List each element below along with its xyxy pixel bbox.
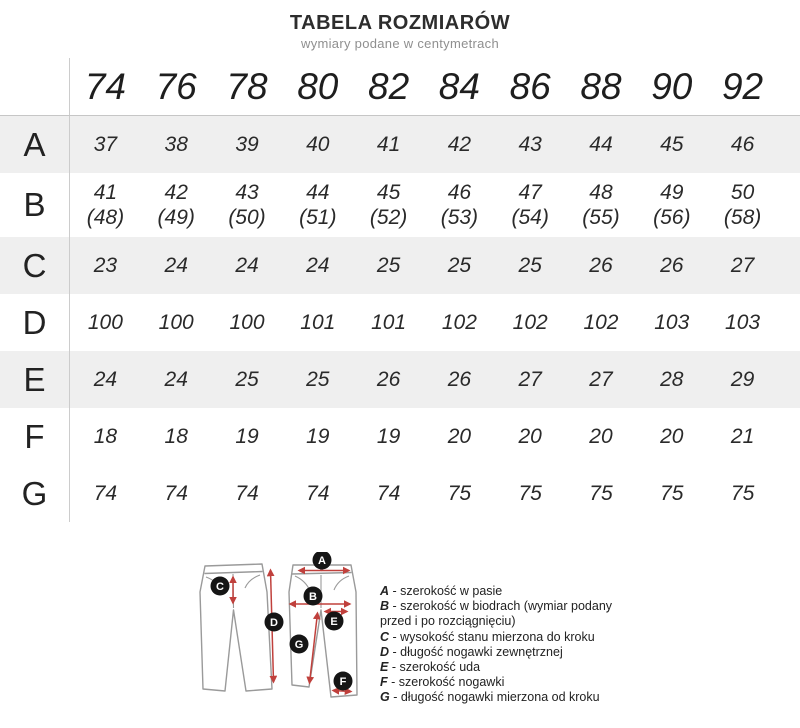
size-value-cell: 25: [518, 253, 542, 277]
size-value-cell: 42: [447, 132, 472, 156]
legend-description: - szerokość uda: [388, 660, 481, 675]
table-row: [0, 116, 800, 173]
size-value-cell: 74: [164, 481, 188, 505]
size-table-body: [0, 116, 800, 522]
marker-b: B: [309, 591, 317, 603]
legend-item: [380, 630, 642, 645]
size-value-cell: 18: [164, 424, 188, 448]
row-label: D: [0, 294, 70, 351]
legend-letter: D: [380, 644, 390, 659]
row-label: F: [0, 408, 70, 465]
size-value-cell: 25: [447, 253, 472, 277]
table-row: [0, 465, 800, 522]
size-value-cell: 25: [235, 367, 259, 391]
size-value-cell: 44: [589, 132, 613, 156]
size-column-header: 88: [580, 65, 622, 107]
size-value-cell: 19: [235, 424, 259, 448]
header: [0, 0, 800, 58]
size-value-cell: 43: [518, 132, 542, 156]
size-value-cell: 19: [306, 424, 330, 448]
size-column-header: 90: [651, 65, 693, 107]
size-value-cell: 100: [87, 310, 123, 334]
size-value-cell: 100: [158, 310, 194, 334]
size-value-cell: 41 (48): [86, 180, 125, 229]
size-value-cell: 26: [660, 253, 684, 277]
row-label: G: [0, 465, 70, 522]
legend-letter: G: [380, 690, 390, 705]
legend-item: [380, 690, 642, 705]
size-value-cell: 24: [235, 253, 259, 277]
legend-description: - wysokość stanu mierzona do kroku: [389, 629, 595, 644]
size-column-header: 76: [155, 65, 197, 107]
size-column-header: 80: [297, 65, 339, 107]
size-value-cell: 20: [589, 424, 613, 448]
size-value-cell: 20: [518, 424, 542, 448]
size-value-cell: 49 (56): [653, 180, 691, 229]
size-value-cell: 29: [730, 367, 755, 391]
size-table: [0, 58, 800, 522]
legend-letter: F: [380, 675, 388, 690]
size-value-cell: 27: [518, 367, 542, 391]
row-label: C: [0, 237, 70, 294]
legend-description: - szerokość w pasie: [389, 584, 503, 598]
size-value-cell: 20: [447, 424, 472, 448]
row-label: B: [0, 173, 70, 237]
size-column-header: 74: [84, 65, 126, 107]
size-value-cell: 24: [164, 253, 188, 277]
legend-description: - szerokość w biodrach (wymiar podany przed i po rozciągnięciu): [380, 599, 613, 629]
marker-c: C: [216, 581, 224, 593]
size-value-cell: 46 (53): [440, 180, 479, 229]
header-corner-cell: [0, 58, 70, 115]
row-label: E: [0, 351, 70, 408]
size-value-cell: 44 (51): [299, 180, 337, 229]
row-label: A: [0, 116, 70, 173]
size-value-cell: 19: [376, 424, 401, 448]
size-value-cell: 18: [93, 424, 118, 448]
size-value-cell: 100: [229, 310, 265, 334]
legend-description: - długość nogawki mierzona od kroku: [389, 690, 600, 705]
marker-a: A: [318, 555, 326, 567]
size-value-cell: 24: [306, 253, 330, 277]
size-value-cell: 47 (54): [511, 180, 549, 229]
size-header-row: [0, 58, 800, 116]
size-value-cell: 28: [660, 367, 684, 391]
page-subtitle: wymiary podane w centymetrach: [301, 36, 499, 51]
size-value-cell: 42 (49): [157, 180, 195, 229]
legend-letter: A: [380, 584, 390, 598]
legend-letter: C: [380, 629, 390, 644]
size-value-cell: 27: [730, 253, 755, 277]
size-value-cell: 26: [447, 367, 472, 391]
table-row: [0, 294, 800, 351]
size-value-cell: 45: [660, 132, 684, 156]
size-value-cell: 103: [725, 310, 761, 334]
size-value-cell: 75: [730, 481, 755, 505]
page-title: TABELA ROZMIARÓW: [289, 12, 511, 34]
diagram-and-legend-section: [0, 552, 800, 728]
size-value-cell: 48 (55): [582, 180, 620, 229]
size-value-cell: 43 (50): [228, 180, 266, 229]
table-row: [0, 173, 800, 237]
size-value-cell: 74: [93, 481, 118, 505]
marker-e: E: [330, 616, 338, 628]
size-value-cell: 75: [518, 481, 542, 505]
legend-description: - długość nogawki zewnętrznej: [389, 644, 563, 659]
legend-item: [380, 660, 642, 675]
marker-f: F: [339, 676, 347, 688]
size-value-cell: 101: [300, 310, 336, 334]
size-value-cell: 74: [306, 481, 330, 505]
pants-back-outline: [200, 564, 272, 691]
size-value-cell: 20: [660, 424, 684, 448]
legend-item: [380, 584, 642, 599]
size-value-cell: 23: [93, 253, 118, 277]
size-value-cell: 75: [589, 481, 613, 505]
marker-d: D: [270, 617, 278, 629]
legend-item: [380, 645, 642, 660]
size-column-header: 82: [368, 65, 410, 107]
legend-letter: B: [380, 599, 390, 614]
pants-diagram-wrap: [193, 552, 377, 724]
size-value-cell: 45 (52): [369, 180, 408, 229]
size-value-cell: 74: [376, 481, 401, 505]
size-value-cell: 41: [376, 132, 401, 156]
size-value-cell: 50 (58): [723, 180, 762, 229]
size-value-cell: 24: [93, 367, 118, 391]
size-value-cell: 101: [371, 310, 407, 334]
size-value-cell: 39: [235, 132, 259, 156]
size-column-header: 78: [226, 65, 268, 107]
size-column-header: 84: [438, 65, 480, 107]
legend-description: - szerokość nogawki: [387, 675, 505, 690]
size-value-cell: 21: [730, 424, 755, 448]
size-value-cell: 26: [376, 367, 401, 391]
legend-item: [380, 599, 642, 629]
table-row: [0, 408, 800, 465]
size-value-cell: 25: [306, 367, 330, 391]
size-value-cell: 75: [447, 481, 472, 505]
size-column-header: 92: [721, 65, 764, 107]
size-value-cell: 75: [660, 481, 684, 505]
size-value-cell: 27: [589, 367, 613, 391]
table-row: [0, 237, 800, 294]
legend-letter: E: [380, 660, 389, 675]
size-value-cell: 102: [583, 310, 619, 334]
pants-measurement-diagram: [193, 552, 377, 724]
size-value-cell: 102: [512, 310, 548, 334]
marker-g: G: [294, 639, 304, 651]
size-value-cell: 24: [164, 367, 188, 391]
table-row: [0, 351, 800, 408]
size-value-cell: 103: [654, 310, 690, 334]
size-value-cell: 102: [441, 310, 477, 334]
size-value-cell: 74: [235, 481, 259, 505]
size-column-header: 86: [509, 65, 551, 107]
size-value-cell: 37: [93, 132, 118, 156]
size-value-cell: 26: [589, 253, 613, 277]
measurement-legend: [380, 584, 642, 728]
size-value-cell: 40: [306, 132, 330, 156]
size-value-cell: 46: [730, 132, 755, 156]
legend-item: [380, 675, 642, 690]
size-value-cell: 38: [164, 132, 188, 156]
size-value-cell: 25: [376, 253, 401, 277]
